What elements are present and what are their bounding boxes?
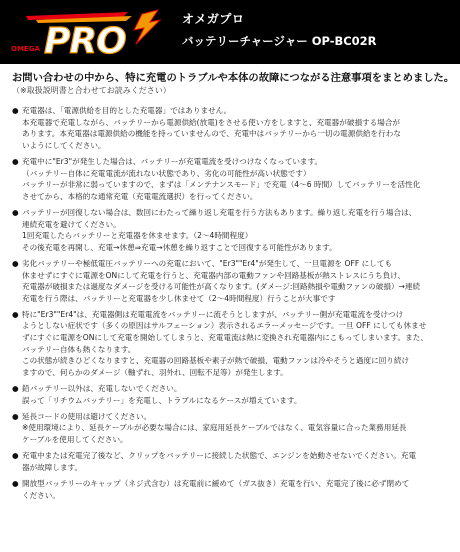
caution-text-line: 連続充電を避けてください。 [22,219,121,229]
caution-text-line: バッテリーが回復しない場合は、数回にわたって繰り返し充電を行う方法もあります。繰り返し充電を行う場合は、 [22,207,417,217]
caution-text-line: 延長コードの使用は避けてください。 [22,411,152,421]
caution-text-line: ください。 [22,490,60,500]
intro-heading: お問い合わせの中から、特に充電のトラブルや本体の故障につながる注意事項をまとめました。 [12,72,455,84]
caution-text-line: 誤って「リチウムバッテリー」を充電し、トラブルになるケースが増えています。 [22,395,302,405]
caution-text-line: いようにしてください。 [22,140,106,150]
caution-text-line: 1回充電したらバッテリーと充電器を休ませます。（2〜4時間程度） [22,231,253,241]
caution-text-line: バッテリー自体も熱くなります。 [22,344,136,354]
caution-text-line: 休ませずにすぐに電源をONにして充電を行うと、充電器内部の電動ファンや回路基板が熱ストレスにうち負け、 [22,270,406,280]
caution-text-line: 充電中に"Er3"が発生した場合は、バッテリーが充電電流を受けつけなくなっています。 [22,156,323,166]
caution-item [12,156,452,202]
caution-item [12,450,452,473]
bullet-icon: ● [12,207,19,217]
caution-text-line: 充電器が破損または過度なダメージを受ける可能性が高くなります。(ダメージ:回路熱損や電動ファンの破損）→連続 [22,282,421,292]
product-model-subtitle: バッテリーチャージャー OP-BC02R [182,34,377,48]
caution-text-line: 充電器は、「電源供給を目的とした充電器」ではありません。 [22,106,232,115]
caution-text-line: この状態が続きひどくなりますと、充電器の回路基板や素子が熱で破損、電動ファンは冷やそうと過度に回り続け [22,356,410,366]
intro-note: （※取扱説明書と合わせてお読みください） [12,86,171,95]
caution-text-line: あります。本充電器は電源供給の機能を持っていませんので、充電中はバッテリーから一切の電源供給を行わな [22,129,401,139]
caution-item [12,411,452,446]
caution-text-line: ますので、何らかのダメージ（軸ずれ、羽外れ、回転不足等）が発生します。 [22,367,288,377]
bullet-icon: ● [12,258,19,268]
bullet-icon: ● [12,451,19,461]
caution-item [12,478,452,501]
caution-text-line: 器が故障します。 [22,462,83,472]
product-brand-title: オメガプロ [182,12,245,26]
caution-text-line: バッテリーが非常に弱っていますので、まずは「メンテナンスモード」で充電（4〜6 時間）してバッテリーを活性化 [22,180,421,190]
bullet-icon: ● [12,309,19,319]
caution-text-line: させてから、本格的な通常充電（充電電流選択）を行ってください。 [22,191,258,201]
caution-text-line: （バッテリー自体に充電電流が流れない状態であり、劣化の可能性が高い状態です） [22,168,311,178]
caution-text-line: ようとしない症状です（多くの原因はサルフェーション）表示されるエラーメッセージです。一旦 OFF にしても休ませ [22,321,427,331]
bullet-icon: ● [12,411,19,421]
bullet-icon: ● [12,106,19,115]
caution-text-line: 充電中または充電完了後など、クリップをバッテリーに接続した状態で、エンジンを始動させないでください。充電 [22,451,417,461]
caution-item [12,258,452,304]
header-bar [0,0,460,64]
caution-item [12,207,452,253]
caution-text-line: ケーブルを使用してください。 [22,435,128,444]
bullet-icon: ● [12,384,19,394]
caution-text-line: 開放型バッテリーのキャップ（ネジ式含む）は充電前に緩めて（ガス抜き）充電を行い、充電完了後に必ず閉めて [22,478,410,488]
caution-text-line: 特に"Er3""Er4"は、充電器側は充電電流をバッテリーに流そうとしますが、バッテリー側が充電電流を受けつけ [22,309,404,319]
notice-content [12,66,455,506]
caution-item [12,383,452,406]
bullet-icon: ● [12,478,19,488]
omega-pro-logo [8,8,166,56]
caution-text-line: その後充電を再開し、充電→休憩⇒充電→休憩を繰り返すことで回復する可能性があります。 [22,242,337,252]
caution-list [12,105,452,501]
caution-text-line: 充電を行う際は、バッテリーと充電器を少し休ませて（2〜4時間程度）行うことが大事です [22,293,336,303]
caution-text-line: ずにすぐに電源をONにして充電を開始してしまうと、充電電流は熱に変換され充電器内にこもってしまいます。また、 [22,333,428,343]
caution-text-line: 本充電器で充電しながら、バッテリーから電源供給(放電)をさせる使い方をしますと、充電器が破損する場合が [22,117,401,127]
logo-small-text: OMEGA [11,45,40,53]
caution-item [12,309,452,379]
bullet-icon: ● [12,156,19,166]
logo-graphic [8,8,166,56]
caution-text-line: 劣化バッテリーや極低電圧バッテリーへの充電において、"Er3""Er4"が発生して、一旦電源を OFF にしても [22,258,393,268]
caution-text-line: 鉛バッテリー以外は、充電しないでください。 [22,384,182,394]
logo-pro-text: PRO [44,21,126,56]
caution-text-line: ※使用環境により、延長ケーブルが必要な場合には、家庭用延長ケーブルではなく、電気容量に合った業務用延長 [22,423,407,433]
caution-item [12,105,452,151]
lightning-bolt-icon [134,10,160,44]
